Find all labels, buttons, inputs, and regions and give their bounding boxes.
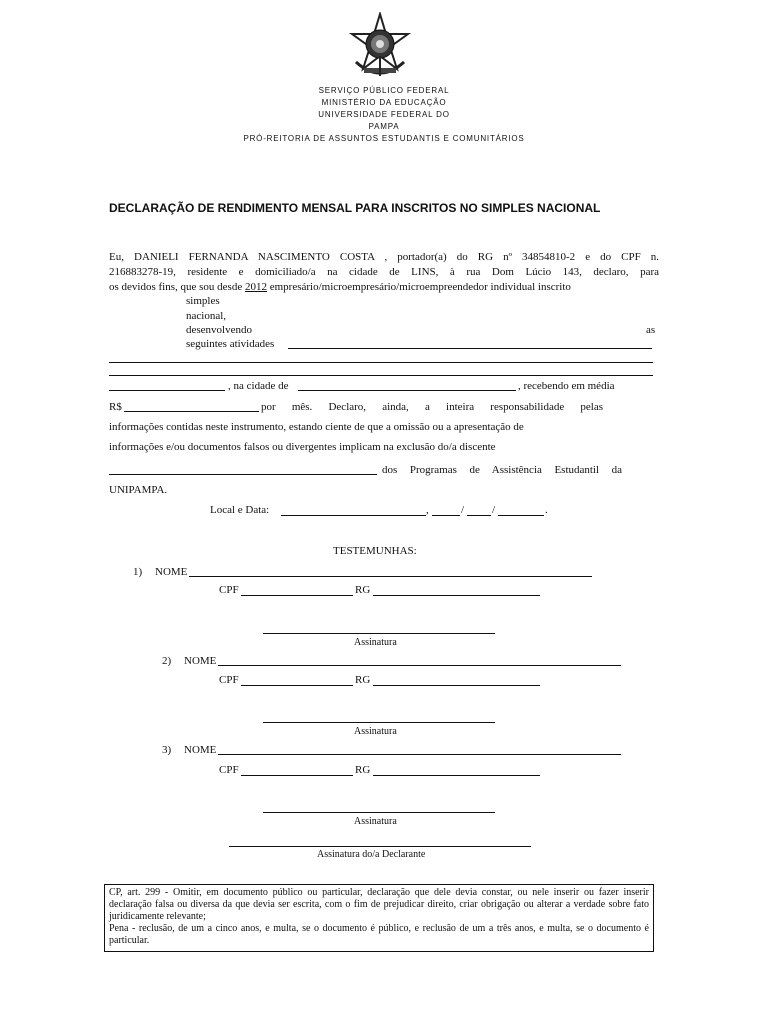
witness-2-signature-label: Assinatura [354,726,397,737]
date-end-period: . [545,504,548,516]
header-line-pro-reitoria: PRÓ-REITORIA DE ASSUNTOS ESTUDANTIS E COMUNITÁRIOS [243,134,525,143]
declarant-signature-field[interactable] [229,846,531,847]
local-field[interactable] [281,515,426,516]
declarant-signature-label: Assinatura do/a Declarante [317,849,426,860]
header-line-ministerio: MINISTÉRIO DA EDUCAÇÃO [321,98,447,107]
header-line-universidade: UNIVERSIDADE FEDERAL DO [318,110,450,119]
body-line-as: as [646,324,656,336]
witness-3-cpf-field[interactable] [241,775,353,776]
legal-notice-penalty: Pena - reclusão, de um a cinco anos, e multa, se o documento é público, e reclusão de um a três anos, e multa, se o documento é particular. [109,923,649,946]
body-line-11: informações e/ou documentos falsos ou divergentes implicam na exclusão do/a discente [109,441,496,453]
witness-3-name-label: NOME [184,744,217,756]
body-line-desenvolvendo: desenvolvendo [186,324,252,336]
witness-2-name-label: NOME [184,655,217,667]
legal-notice-box [104,884,654,952]
income-field[interactable] [124,411,259,412]
body-line-nacional: nacional, [186,310,227,322]
witness-3-number: 3) [162,744,172,756]
income-avg-label: , recebendo em média [518,380,615,392]
brazil-coat-of-arms-icon [346,12,414,80]
body-line-3-end: empresário/microempresário/microempreendedor individual inscrito [266,281,571,293]
start-year: 2012 [244,281,267,293]
witness-2-cpf-field[interactable] [241,685,353,686]
witness-1-name-label: NOME [155,566,188,578]
witness-1-rg-label: RG [355,584,371,596]
header-line-pampa: PAMPA [368,122,400,131]
body-line-1: Eu, DANIELI FERNANDA NASCIMENTO COSTA , portador(a) do RG nº 34854810-2 e do CPF n. [109,251,659,263]
month-field[interactable] [467,515,491,516]
witness-3-signature-field[interactable] [263,812,495,813]
date-separator-2: / [492,504,496,516]
witness-2-number: 2) [162,655,172,667]
activities-field-line-2[interactable] [109,362,653,363]
witness-2-cpf-label: CPF [219,674,239,686]
currency-label: R$ [109,401,122,413]
witness-2-rg-label: RG [355,674,371,686]
body-line-12: dos Programas de Assistência Estudantil da [382,464,622,476]
city-field[interactable] [298,390,516,391]
witness-3-cpf-label: CPF [219,764,239,776]
witness-2-name-field[interactable] [218,665,621,666]
witness-1-name-field[interactable] [189,576,592,577]
body-line-3 [109,281,571,293]
body-line-simples: simples [186,295,220,307]
activities-field[interactable] [288,348,652,349]
witness-2-signature-field[interactable] [263,722,495,723]
body-line-9: por mês. Declaro, ainda, a inteira responsabilidade pelas [261,401,603,413]
witness-1-rg-field[interactable] [373,595,540,596]
body-line-13: UNIPAMPA. [109,484,168,496]
document-title: DECLARAÇÃO DE RENDIMENTO MENSAL PARA INSCRITOS NO SIMPLES NACIONAL [109,201,601,215]
local-separator: , [426,504,429,516]
body-line-atividades: seguintes atividades [186,338,275,350]
witness-1-number: 1) [133,566,143,578]
activities-field-line-3[interactable] [109,375,653,376]
body-line-10: informações contidas neste instrumento, estando ciente de que a omissão ou a apresentação de [109,421,524,433]
year-field[interactable] [498,515,544,516]
witness-1-signature-field[interactable] [263,633,495,634]
header-line-servico: SERVIÇO PÚBLICO FEDERAL [318,86,450,95]
legal-notice-article: CP, art. 299 - Omitir, em documento público ou particular, declaração que dele devia constar, ou nele inserir ou fazer inserir declaração falsa ou diversa da que devia ser escrita, com o fim de prejudicar direito, criar obrigação ou alterar a verdade sobre fato juridicamente relevante; [109,887,649,922]
day-field[interactable] [432,515,460,516]
witness-3-signature-label: Assinatura [354,816,397,827]
local-date-label: Local e Data: [210,504,270,516]
witness-3-rg-field[interactable] [373,775,540,776]
witness-1-cpf-field[interactable] [241,595,353,596]
body-line-2: 216883278-19, residente e domiciliado/a na cidade de LINS, à rua Dom Lúcio 143, declaro, para [109,266,659,278]
date-separator-1: / [461,504,465,516]
witnesses-heading: TESTEMUNHAS: [333,545,417,557]
city-label: , na cidade de [228,380,289,392]
witness-3-name-field[interactable] [218,754,621,755]
witness-1-cpf-label: CPF [219,584,239,596]
body-line-3-start: os devidos fins, que sou desde [109,281,245,293]
activities-field-line-4[interactable] [109,390,225,391]
witness-3-rg-label: RG [355,764,371,776]
witness-2-rg-field[interactable] [373,685,540,686]
student-name-field[interactable] [109,474,377,475]
witness-1-signature-label: Assinatura [354,637,397,648]
